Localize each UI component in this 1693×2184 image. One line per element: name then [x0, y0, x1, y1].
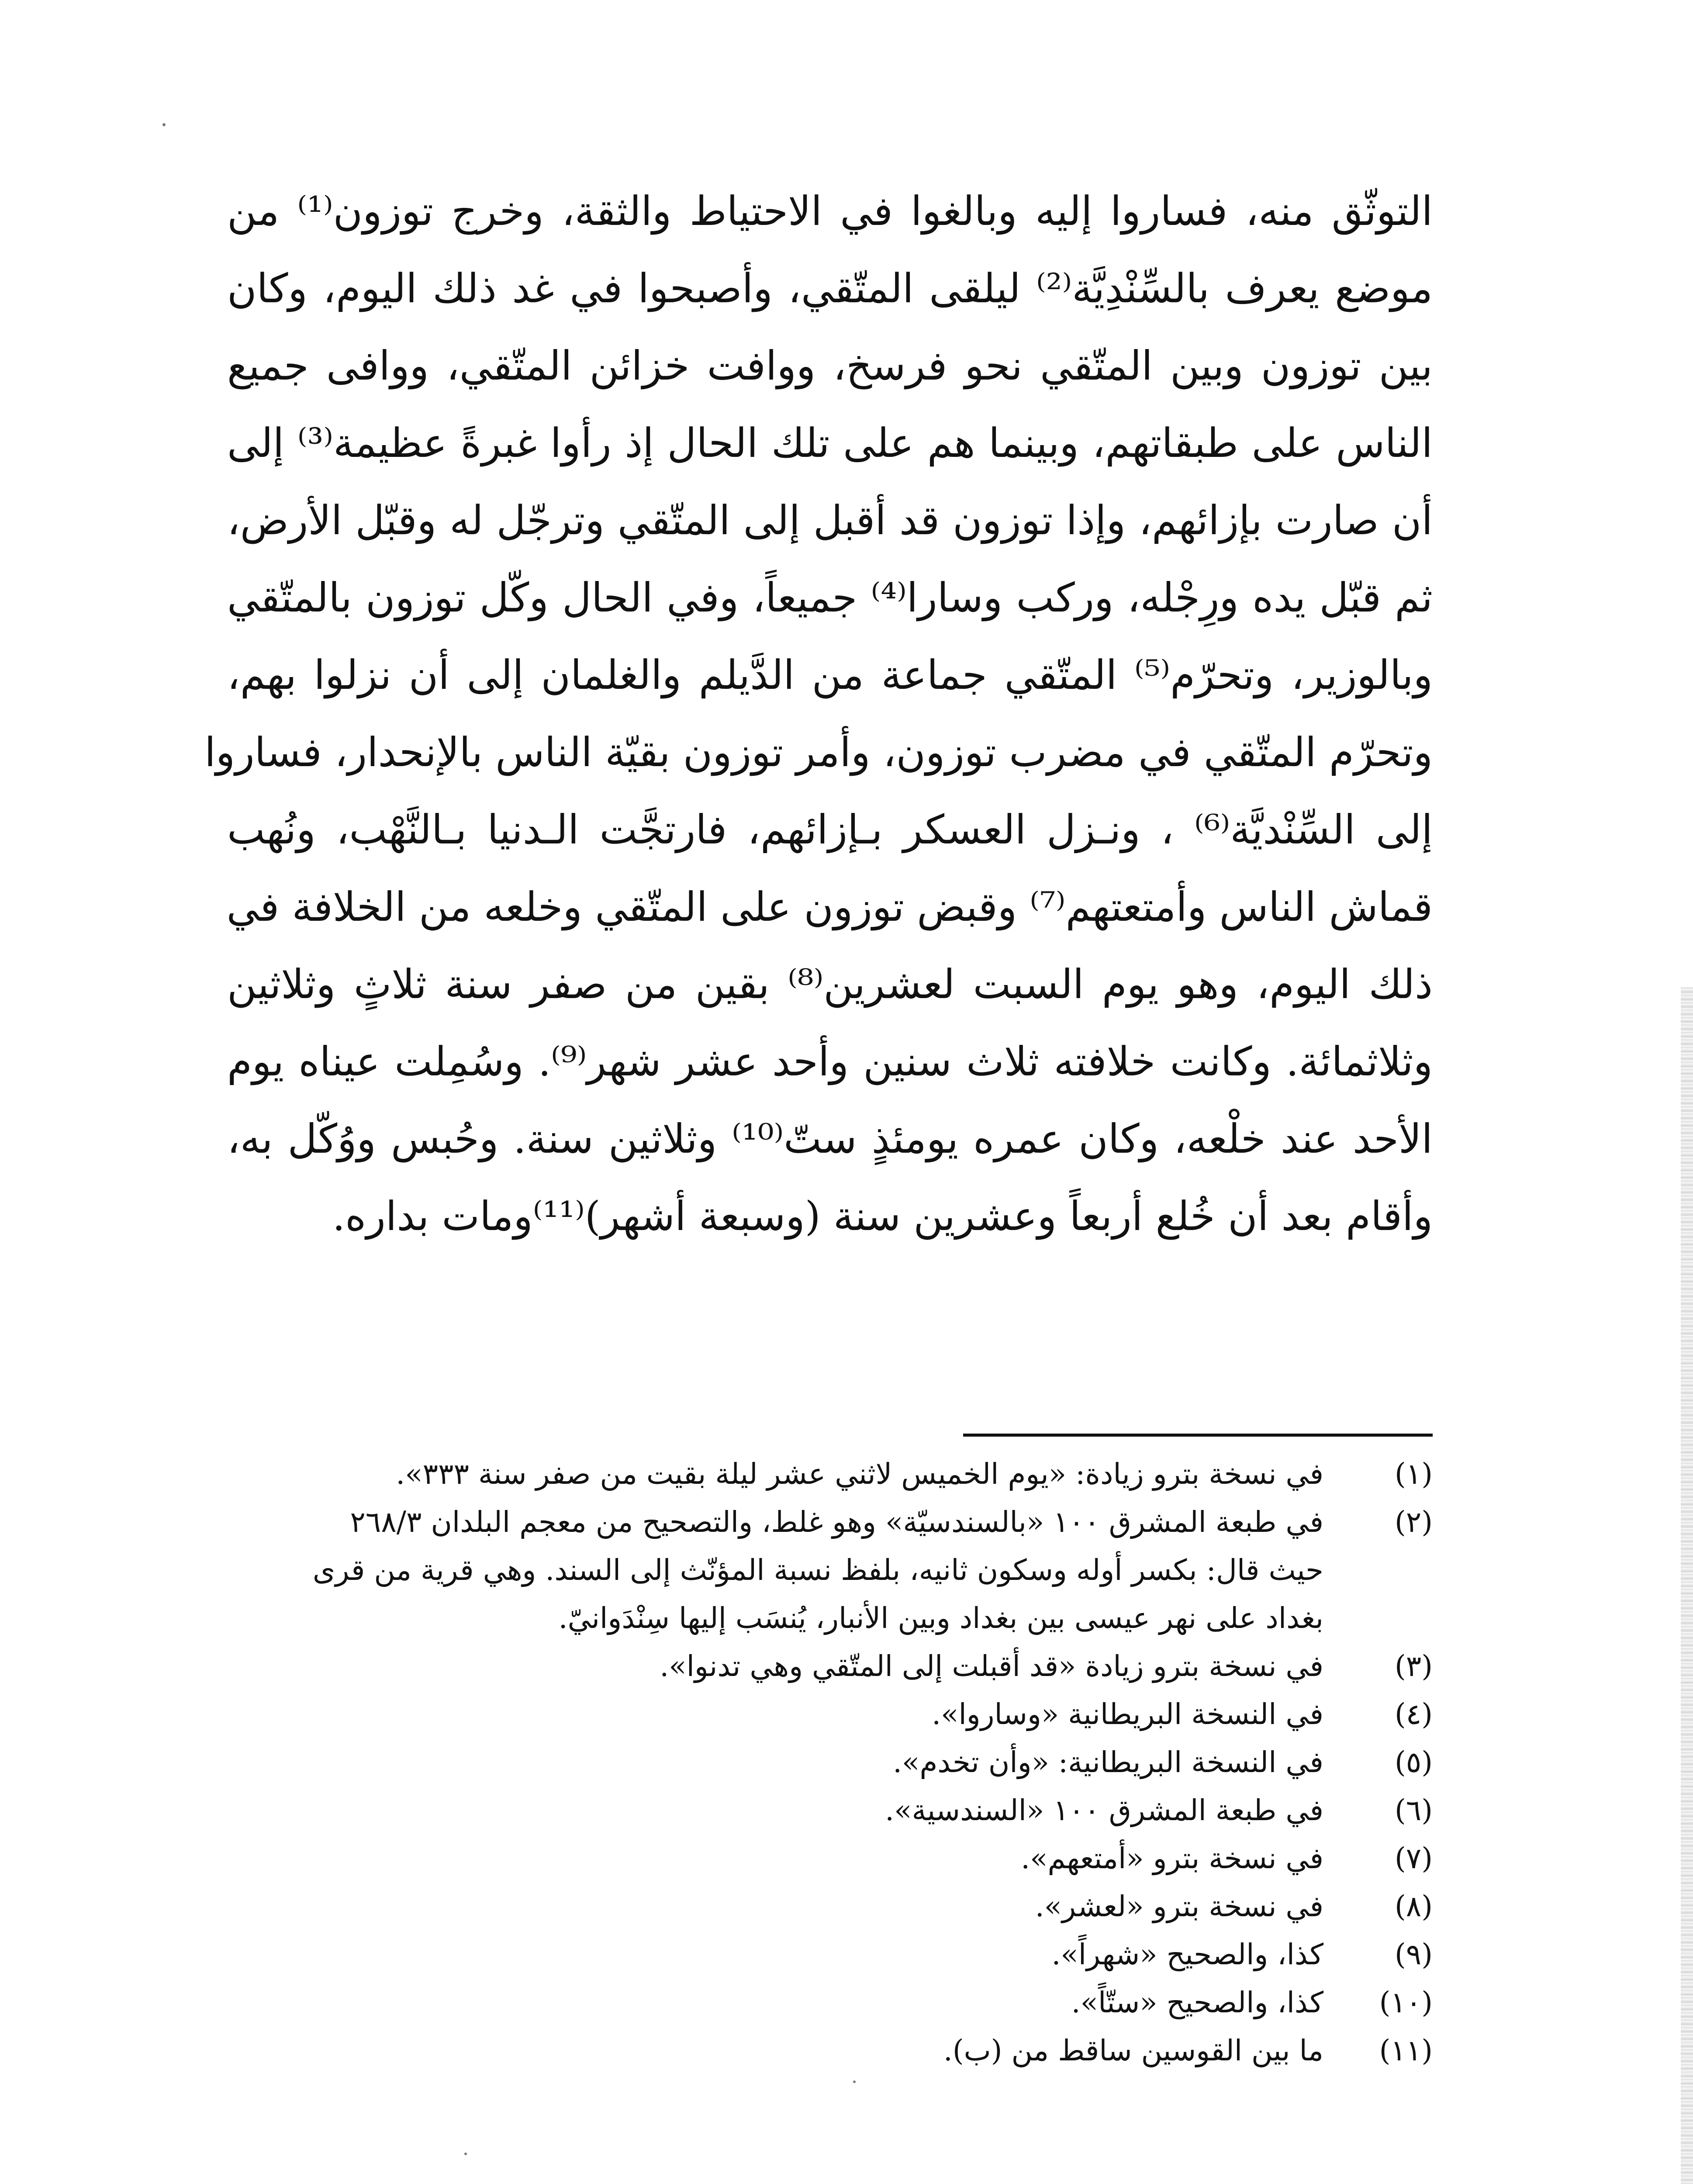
footnote-number: (٧)	[1395, 1842, 1433, 1875]
main-text-line: وبالوزير، وتحرّم⁽⁵⁾ المتّقي جماعة من الدَّيلم والغلمان إلى أن نزلوا بهم،	[227, 652, 1433, 698]
footnote-number: (٢)	[1395, 1505, 1433, 1539]
footnote-number: (٤)	[1395, 1697, 1433, 1731]
main-text-line: وثلاثمائة. وكانت خلافته ثلاث سنين وأحد عشر شهر⁽⁹⁾. وسُمِلت عيناه يوم	[227, 1038, 1433, 1085]
main-text-line: إلى السِّنْديَّة⁽⁶⁾ ، ونـزل العسكر بـإزائهم، فارتجَّت الـدنيا بـالنَّهْب، ونُهب	[227, 806, 1433, 853]
footnote-3	[227, 1642, 1433, 1690]
footnote-2	[227, 1498, 1433, 1642]
footnote-number: (٨)	[1395, 1890, 1433, 1923]
scan-speck	[853, 2080, 856, 2083]
footnote-divider	[963, 1434, 1433, 1437]
footnote-1	[227, 1450, 1433, 1498]
footnote-7	[227, 1835, 1433, 1883]
footnote-text: في النسخة البريطانية: «وأن تخدم».	[893, 1745, 1323, 1779]
footnote-number: (٣)	[1395, 1649, 1433, 1683]
footnote-5	[227, 1738, 1433, 1787]
main-text-line: الناس على طبقاتهم، وبينما هم على تلك الحال إذ رأوا غبرةً عظيمة⁽³⁾ إلى	[227, 420, 1433, 467]
footnote-text: في نسخة بترو «أمتعهم».	[1021, 1842, 1323, 1875]
footnotes-section	[227, 1450, 1433, 2075]
footnote-text: حيث قال: بكسر أوله وسكون ثانيه، بلفظ نسبة المؤنّث إلى السند. وهي قرية من قرى	[312, 1553, 1323, 1587]
main-text-line: أن صارت بإزائهم، وإذا توزون قد أقبل إلى المتّقي وترجّل له وقبّل الأرض،	[227, 497, 1433, 544]
main-text-line: التوثّق منه، فساروا إليه وبالغوا في الاحتياط والثقة، وخرج توزون⁽¹⁾ من	[227, 188, 1433, 235]
main-text-line: وتحرّم المتّقي في مضرب توزون، وأمر توزون بقيّة الناس بالإنحدار، فساروا	[204, 729, 1433, 776]
main-text-line: ثم قبّل يده ورِجْله، وركب وسارا⁽⁴⁾ جميعاً، وفي الحال وكّل توزون بالمتّقي	[227, 574, 1433, 621]
main-text-line: موضع يعرف بالسِّنْدِيَّة⁽²⁾ ليلقى المتّقي، وأصبحوا في غد ذلك اليوم، وكان	[227, 265, 1433, 312]
footnote-text: في نسخة بترو زيادة «قد أقبلت إلى المتّقي وهي تدنوا».	[660, 1649, 1323, 1683]
footnote-10	[227, 1979, 1433, 2027]
footnote-number: (١٠)	[1379, 1986, 1433, 2019]
scan-speck	[162, 123, 166, 126]
footnote-text: في نسخة بترو زيادة: «يوم الخميس لاثني عشر ليلة بقيت من صفر سنة ٣٣٣».	[396, 1457, 1323, 1491]
page-edge-shadow	[1681, 987, 1693, 2184]
footnote-11	[227, 2027, 1433, 2075]
footnote-number: (١١)	[1379, 2034, 1433, 2067]
footnote-text: ما بين القوسين ساقط من (ب).	[943, 2034, 1323, 2067]
footnote-text: في نسخة بترو «لعشر».	[1035, 1890, 1323, 1923]
footnote-text: في طبعة المشرق ١٠٠ «السندسية».	[885, 1794, 1323, 1827]
scan-speck	[464, 2153, 467, 2155]
main-text-line: وأقام بعد أن خُلع أربعاً وعشرين سنة (وسبعة أشهر)⁽¹¹⁾ومات بداره.	[332, 1193, 1433, 1240]
footnote-number: (٩)	[1395, 1938, 1433, 1971]
footnote-number: (٦)	[1395, 1794, 1433, 1827]
footnote-text: في النسخة البريطانية «وساروا».	[932, 1697, 1323, 1731]
main-text-line: قماش الناس وأمتعتهم⁽⁷⁾ وقبض توزون على المتّقي وخلعه من الخلافة في	[226, 884, 1433, 930]
footnote-text: في طبعة المشرق ١٠٠ «بالسندسيّة» وهو غلط، والتصحيح من معجم البلدان ٢٦٨/٣	[350, 1505, 1323, 1539]
footnote-6	[227, 1787, 1433, 1835]
footnote-8	[227, 1883, 1433, 1931]
footnote-text: كذا، والصحيح «ستّاً».	[1071, 1986, 1323, 2019]
footnote-number: (٥)	[1395, 1745, 1433, 1779]
main-text-line: الأحد عند خلْعه، وكان عمره يومئذٍ ستّ⁽¹⁰⁾ وثلاثين سنة. وحُبس ووُكّل به،	[227, 1116, 1433, 1162]
main-text-line: ذلك اليوم، وهو يوم السبت لعشرين⁽⁸⁾ بقين من صفر سنة ثلاثٍ وثلاثين	[227, 961, 1433, 1008]
footnote-number: (١)	[1395, 1457, 1433, 1491]
footnote-text: بغداد على نهر عيسى بين بغداد وبين الأنبار، يُنسَب إليها سِنْدَوانيّ.	[558, 1601, 1323, 1635]
main-text-line: بين توزون وبين المتّقي نحو فرسخ، ووافت خزائن المتّقي، ووافى جميع	[227, 342, 1433, 389]
main-text-block	[204, 173, 1433, 1255]
footnote-9	[227, 1931, 1433, 1979]
footnote-text: كذا، والصحيح «شهراً».	[1051, 1938, 1323, 1971]
footnote-4	[227, 1690, 1433, 1738]
